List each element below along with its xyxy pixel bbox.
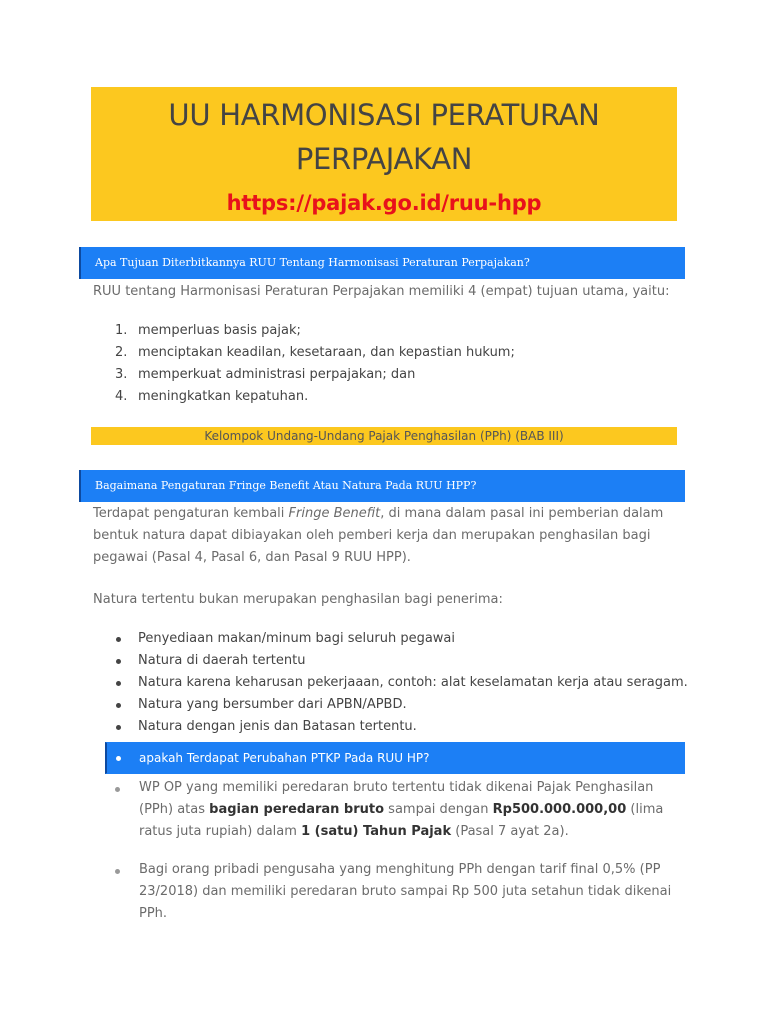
title-line-2: PERPAJAKAN (295, 142, 473, 176)
list-item (93, 386, 515, 408)
bullet-icon (116, 659, 121, 664)
bullet-icon (116, 756, 121, 761)
bold-text: 1 (satu) Tahun Pajak (301, 824, 452, 839)
list-item (93, 716, 688, 738)
list-item-text: memperluas basis pajak; (138, 323, 301, 338)
natura-intro: Natura tertentu bukan merupakan penghasilan bagi penerima: (93, 592, 503, 607)
question-heading-fringe-benefit: Bagaimana Pengaturan Fringe Benefit Atau Natura Pada RUU HPP? (79, 470, 685, 502)
fringe-benefit-paragraph (93, 503, 683, 569)
list-item (93, 672, 688, 694)
list-item-text: menciptakan keadilan, kesetaraan, dan kepastian hukum; (138, 345, 515, 360)
list-number: 4. (115, 389, 128, 404)
list-number: 1. (115, 323, 128, 338)
paragraph-text: WP OP yang memiliki peredaran bruto tertentu tidak dikenai Pajak Penghasilan (PPh) atas (139, 780, 654, 817)
list-item (93, 342, 515, 364)
list-item (93, 320, 515, 342)
list-item-text: Penyediaan makan/minum bagi seluruh pegawai (138, 631, 456, 646)
ptkp-item-2: Bagi orang pribadi pengusaha yang menghitung PPh dengan tarif final 0,5% (PP 23/2018) dan memiliki peredaran bruto sampai Rp 500 juta setahun tidak dikenai PPh. (139, 862, 672, 921)
list-item-text: Natura yang bersumber dari APBN/APBD. (138, 697, 407, 712)
paragraph-text: (Pasal 7 ayat 2a). (451, 824, 569, 839)
list-item-text: Natura dengan jenis dan Batasan tertentu. (138, 719, 417, 734)
bullet-icon (116, 637, 121, 642)
document-title (91, 87, 677, 181)
emphasis-text: Fringe Benefit (288, 506, 381, 521)
list-item (93, 364, 515, 386)
bullet-icon (116, 725, 121, 730)
heading-text: apakah Terdapat Perubahan PTKP Pada RUU HP? (139, 751, 430, 765)
ruu-hpp-link[interactable]: https://pajak.go.id/ruu-hpp (226, 191, 542, 215)
list-item-text: Natura karena keharusan pekerjaaan, contoh: alat keselamatan kerja atau seragam. (138, 675, 688, 690)
question-heading-tujuan: Apa Tujuan Diterbitkannya RUU Tentang Harmonisasi Peraturan Perpajakan? (79, 247, 685, 279)
title-banner (91, 87, 677, 221)
paragraph-text: Terdapat pengaturan kembali (93, 506, 289, 521)
paragraph-text: , di mana dalam pasal ini pemberian dalam bentuk natura dapat dibiayakan oleh pemberi kerja dan merupakan penghasilan bagi pegawai (Pasal 4, Pasal 6, dan Pasal 9 RUU HPP). (93, 506, 664, 565)
question-heading-ptkp (105, 742, 685, 774)
list-item (93, 628, 688, 650)
bullet-icon (116, 703, 121, 708)
paragraph-text: (lima ratus juta rupiah) dalam (139, 802, 664, 839)
list-item-text: Natura di daerah tertentu (138, 653, 306, 668)
bold-text: Rp500.000.000,00 (492, 802, 627, 817)
list-item (93, 650, 688, 672)
list-item (93, 694, 688, 716)
bullet-icon (115, 787, 120, 792)
bullet-icon (116, 681, 121, 686)
list-number: 2. (115, 345, 128, 360)
bullet-icon (115, 869, 120, 874)
list-item-text: meningkatkan kepatuhan. (138, 389, 309, 404)
list-number: 3. (115, 367, 128, 382)
bold-text: bagian peredaran bruto (209, 802, 385, 817)
group-banner-pph: Kelompok Undang-Undang Pajak Penghasilan (PPh) (BAB III) (91, 427, 677, 445)
natura-list (93, 628, 688, 738)
list-item-text: memperkuat administrasi perpajakan; dan (138, 367, 416, 382)
ptkp-item-1 (139, 777, 679, 843)
tujuan-intro: RUU tentang Harmonisasi Peraturan Perpajakan memiliki 4 (empat) tujuan utama, yaitu: (93, 284, 670, 299)
paragraph-text: sampai dengan (384, 802, 493, 817)
title-line-1: UU HARMONISASI PERATURAN (168, 98, 600, 132)
tujuan-list (93, 320, 515, 408)
